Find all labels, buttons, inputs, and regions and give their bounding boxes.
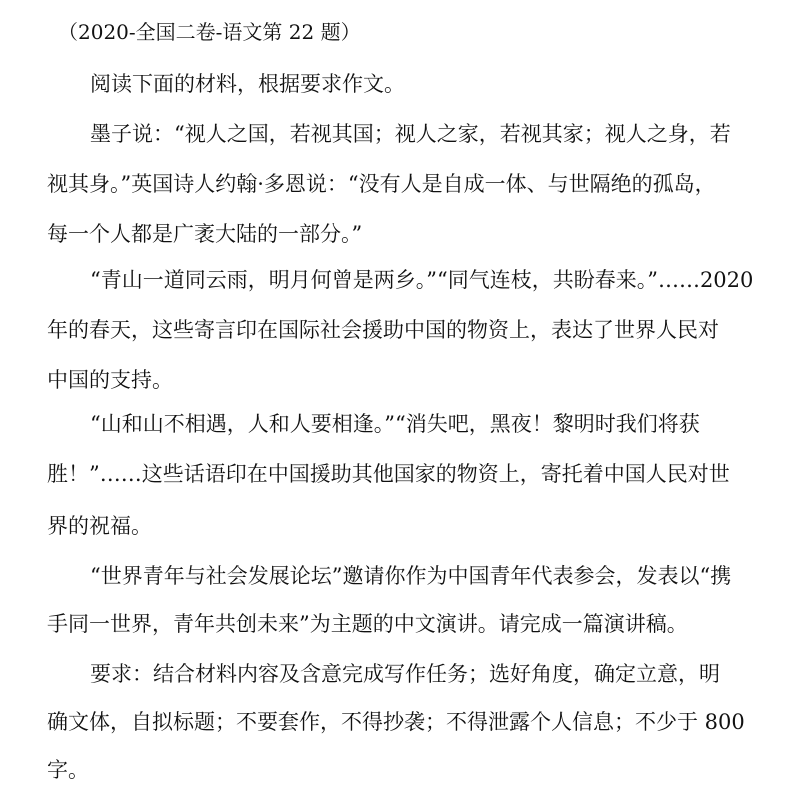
paragraph-line: 墨子说：“视人之国，若视其国；视人之家，若视其家；视人之身，若 [90, 122, 731, 146]
paragraph-line: “青山一道同云雨，明月何曾是两乡。”“同气连枝，共盼春来。”……2020 [90, 268, 754, 292]
requirements-line: 确文体，自拟标题；不要套作，不得抄袭；不得泄露个人信息；不少于 800 [47, 710, 745, 734]
paragraph-line: 中国的支持。 [47, 368, 173, 392]
paragraph-line: 胜！”……这些话语印在中国援助其他国家的物资上，寄托着中国人民对世 [47, 462, 730, 486]
paragraph-line: “山和山不相遇，人和人要相逢。”“消失吧，黑夜！黎明时我们将获 [90, 412, 700, 436]
question-source: （2020-全国二卷-语文第 22 题） [58, 20, 361, 44]
requirements-line: 要求：结合材料内容及含意完成写作任务；选好角度，确定立意，明 [90, 662, 720, 686]
paragraph-line: 年的春天，这些寄言印在国际社会援助中国的物资上，表达了世界人民对 [47, 318, 719, 342]
requirements-line: 字。 [47, 758, 89, 782]
paragraph-line: “世界青年与社会发展论坛”邀请你作为中国青年代表参会，发表以“携 [90, 564, 732, 588]
paragraph-line: 视其身。”英国诗人约翰·多恩说：“没有人是自成一体、与世隔绝的孤岛， [47, 172, 716, 196]
paragraph-line: 界的祝福。 [47, 514, 152, 538]
paragraph-line: 每一个人都是广袤大陆的一部分。” [47, 222, 363, 246]
paragraph-line: 手同一世界，青年共创未来”为主题的中文演讲。请完成一篇演讲稿。 [47, 612, 688, 636]
writing-instruction: 阅读下面的材料，根据要求作文。 [90, 72, 405, 96]
